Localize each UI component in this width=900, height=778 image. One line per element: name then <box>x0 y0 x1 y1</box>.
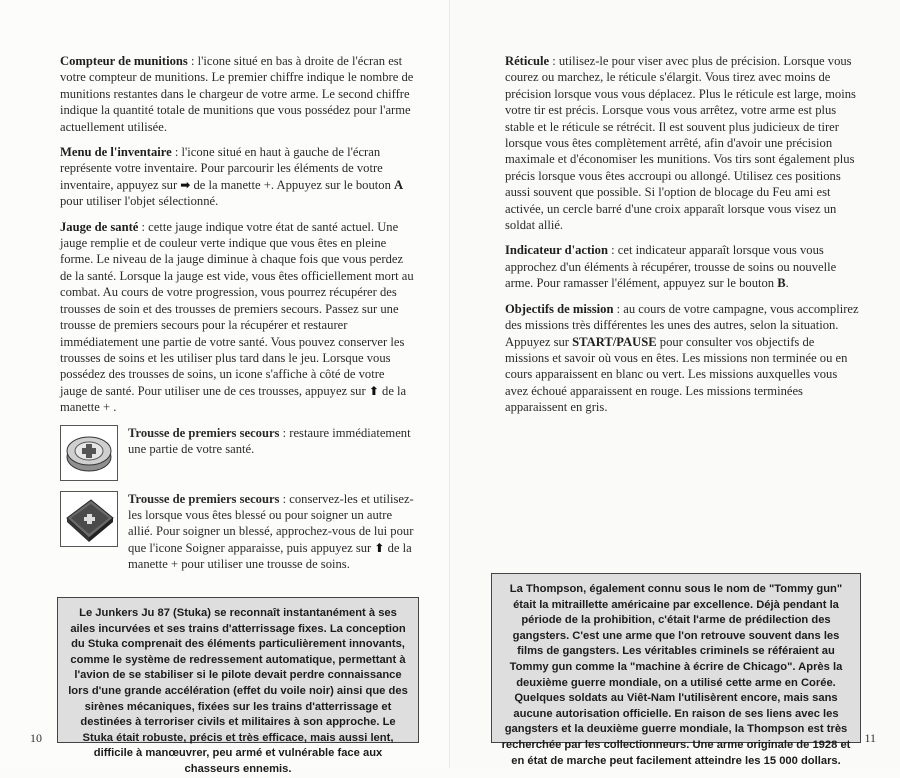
description-part: : cet indicateur apparaît lorsque vous vous approchez d'un éléments à récupérer, trousse de soins ou nouvelle arme. Pour ramasser l'élément, appuyez sur le bouton <box>505 243 837 291</box>
description-part: : l'icone situé en haut à gauche de l'écran représente votre inventaire. Pour parcourir les éléments de votre inventaire, appuyez sur <box>60 145 383 192</box>
description-part: : conservez-les et utilisez-les lorsque vous êtes blessé ou pour soigner un autre allié. Pour soigner un blessé, approchez-vous de lui pour que l'icone Soigner apparaisse, puis appuyez sur <box>128 491 414 555</box>
right-arrow-icon: ➡ <box>180 177 191 192</box>
mission-objectives-paragraph <box>505 301 861 416</box>
page-number: 11 <box>864 731 876 745</box>
button-label: B <box>777 276 786 291</box>
description-part: de la manette + . <box>60 383 407 415</box>
reticle-paragraph <box>505 53 861 233</box>
description-part: pour utiliser l'objet sélectionné. <box>60 194 219 209</box>
term: Jauge de santé <box>60 219 139 234</box>
description-part: : au cours de votre campagne, vous accomplirez des missions très différentes les unes des autres, selon la situation. Appuyez sur <box>505 301 859 349</box>
stuka-sidebar-box: Le Junkers Ju 87 (Stuka) se reconnaît instantanément à ses ailes incurvées et ses trains d'atterrissage fixes. La conception du Stuka comprenait des éléments particulièrement innovants, comme le système de redressement automatique, permettant à l'avion de se stabiliser si le pilote devait perdre connaissance lors d'une grande accélération (effet du voile noir) ainsi que des sirènes mécaniques, fixées sur les trains d'atterrissage et destinées à terroriser civils et militaires à son approche. Le Stuka était robuste, précis et très efficace, mais aussi lent, difficile à manœuvrer, peu armé et vulnérable face aux chasseurs ennemis. <box>57 597 419 743</box>
health-gauge-paragraph <box>60 219 414 416</box>
term: Indicateur d'action <box>505 243 608 258</box>
up-arrow-icon: ⬆ <box>374 540 385 555</box>
first-aid-kit-round-icon <box>60 425 118 481</box>
right-text-column <box>505 53 861 425</box>
description-part: pour consulter vos objectifs de missions et savoir où vous en êtes. Les missions non terminée ou en cours apparaissent en blanc ou vert. Les missions auxquelles vous avez échoué apparaissent en rouge. Les missions terminées apparaissent en gris. <box>505 334 848 415</box>
left-page <box>0 0 450 775</box>
item-description <box>128 425 414 458</box>
description: : utilisez-le pour viser avec plus de précision. Lorsque vous courez ou marchez, le réticule s'élargit. Vous tirez avec moins de précision lorsque vous vous déplacez. Plus le réticule est large, moins votre tir est précis. Lorsque vous vous arrêtez, votre arme est plus stable et le réticule se rétrécit. Il est souvent plus judicieux de tirer lorsque vous êtes complètement arrêté, afin d'avoir une précision maximale et d'économiser les munitions. Vos tirs sont également plus précis lorsque vous êtes accroupi ou allongé. Utilisez ces positions aussi souvent que possible. Si l'option de blocage du Feu ami est activée, un cercle barré d'une croix apparaît lorsque vous visez un soldat allié. <box>505 54 856 233</box>
term: Trousse de premiers secours <box>128 425 280 440</box>
first-aid-pouch-icon <box>60 491 118 547</box>
term: Menu de l'inventaire <box>60 145 172 160</box>
button-label: A <box>394 177 404 192</box>
description-part: de la manette + pour utiliser une trousse de soins. <box>128 540 412 572</box>
description-part: de la manette +. Appuyez sur le bouton <box>190 177 395 192</box>
ammo-counter-paragraph <box>60 53 414 135</box>
right-page <box>450 0 900 768</box>
description: : restaure immédiatement une partie de votre santé. <box>128 425 411 456</box>
button-label: START/PAUSE <box>572 334 657 349</box>
description-part: : cette jauge indique votre état de santé actuel. Une jauge remplie et de couleur verte indique que vous êtes en pleine forme. Le niveau de la jauge diminue à chaque fois que vous perdez de la santé. Lorsque la jauge est vide, vous êtes officiellement mort au combat. Au cours de votre progression, vous pourrez récupérer des trousses de soin et des trousses de premiers secours. Passez sur une trousse de premiers secours pour la récupérer et restaurer immédiatement une partie de votre santé. Vous pouvez conserver les trousses de soins et les utiliser plus tard dans le jeu. Lorsque vous possédez des trousses de soins, un icone s'affiche à côté de votre jauge de santé. Pour utiliser une de ces trousses, appuyez sur <box>60 219 414 398</box>
term: Trousse de premiers secours <box>128 491 280 506</box>
up-arrow-icon: ⬆ <box>368 383 379 398</box>
term: Réticule <box>505 54 550 68</box>
description: : l'icone situé en bas à droite de l'écran est votre compteur de munitions. Le premier chiffre indique le nombre de munitions restantes dans le chargeur de votre arme. Le second chiffre indique la quantité totale de munitions que vous possédez pour l'arme actuellement utilisée. <box>60 54 414 134</box>
thompson-sidebar-box: La Thompson, également connu sous le nom de "Tommy gun" était la mitraillette américaine par excellence. Déjà pendant la période de la prohibition, c'était l'arme de prédilection des gangsters. C'est une arme que l'on retrouve souvent dans les films de gangsters. Les véritables criminels se référaient au Tommy gun comme la "machine à écrire de Chicago". Après la deuxième guerre mondiale, on a utilisé cette arme en Corée. Quelques soldats au Viêt-Nam l'utilisèrent encore, mais sans aucune autorisation officielle. En raison de ses liens avec les gangsters et la deuxième guerre mondiale, la Thompson est très recherchée par les collectionneurs. Une arme originale de 1928 et en état de marche peut facilement atteindre les 15 000 dollars. <box>491 573 861 743</box>
first-aid-pouch-item <box>60 491 414 571</box>
action-indicator-paragraph <box>505 242 861 291</box>
item-description <box>128 491 414 573</box>
first-aid-kit-item <box>60 425 414 483</box>
page-number: 10 <box>30 731 42 745</box>
term: Compteur de munitions <box>60 54 188 68</box>
term: Objectifs de mission <box>505 301 614 316</box>
description-part: . <box>785 276 789 291</box>
inventory-menu-paragraph <box>60 144 414 210</box>
left-text-column <box>60 53 414 571</box>
